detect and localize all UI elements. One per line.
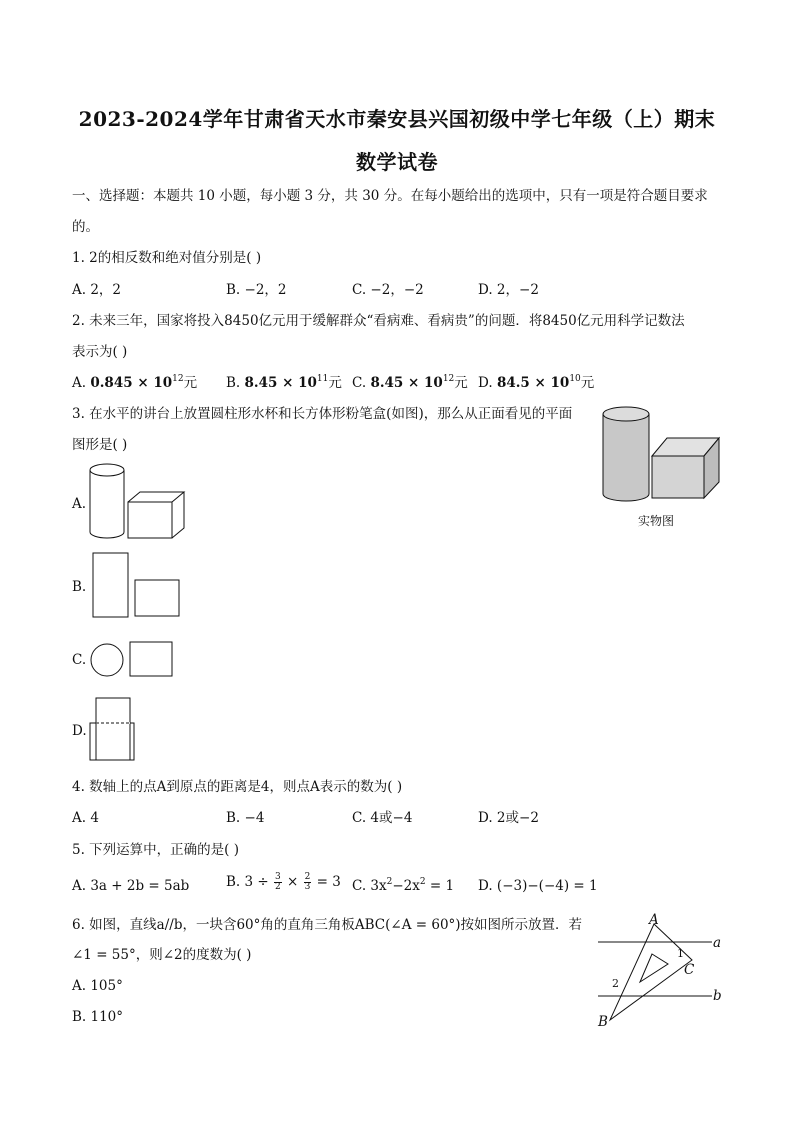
q4-option-a[interactable]: A. 4 [72, 810, 99, 826]
page-title-line1: 2023-2024学年甘肃省天水市秦安县兴国初级中学七年级（上）期末 [78, 107, 716, 131]
q6-label-B: B [598, 1014, 608, 1030]
q6-option-a[interactable]: A. 105° [72, 978, 123, 994]
q3-option-b-label[interactable]: B. [72, 579, 87, 595]
q4-stem: 4. 数轴上的点A到原点的距离是4，则点A表示的数为( ) [72, 779, 403, 795]
q6-parallel-lines-figure [592, 910, 732, 1030]
q6-label-C: C [684, 962, 695, 978]
q3-stem-line1: 3. 在水平的讲台上放置圆柱形水杯和长方体形粉笔盒(如图)，那么从正面看见的平面 [72, 406, 573, 422]
q6-label-1: 1 [677, 947, 684, 960]
fraction-2-over-3: $\frac{2}{3}$ [304, 872, 311, 892]
q5-option-a[interactable]: A. 3a + 2b = 5ab [72, 878, 190, 894]
q3-object-figure [598, 402, 728, 507]
q6-option-b[interactable]: B. 110° [72, 1009, 124, 1025]
q3-figure-caption: 实物图 [638, 514, 675, 528]
q5-option-c[interactable]: C. $3x^2-2x^2 = 1$ [352, 877, 455, 894]
q6-label-2: 2 [612, 977, 619, 990]
fraction-3-over-2: $\frac{3}{2}$ [275, 872, 281, 892]
q4-option-d[interactable]: D. 2或−2 [478, 810, 539, 826]
q1-option-a[interactable]: A. 2，2 [72, 282, 122, 298]
q2-option-c[interactable]: C. $8.45 \times 10^{12}$元 [352, 374, 468, 391]
q3-option-d-label[interactable]: D. [72, 723, 87, 739]
q3-option-b-figure[interactable] [92, 552, 184, 620]
q6-label-a: a [713, 935, 722, 951]
q6-label-b: b [713, 988, 722, 1004]
q6-label-A: A [649, 912, 659, 928]
section-instructions-line1: 一、选择题：本题共 10 小题，每小题 3 分，共 30 分。在每小题给出的选项中，只有一项是符合题目要求 [72, 188, 708, 204]
q1-option-d[interactable]: D. 2，−2 [478, 282, 539, 298]
q3-option-c-label[interactable]: C. [72, 652, 87, 668]
q4-option-c[interactable]: C. 4或−4 [352, 810, 413, 826]
q6-stem-line1: 6. 如图，直线a//b，一块含60°角的直角三角板ABC(∠A = 60°)按如图所示放置．若 [72, 917, 583, 933]
q3-option-c-figure[interactable] [90, 640, 176, 680]
q4-option-b[interactable]: B. −4 [226, 810, 265, 826]
q1-option-c[interactable]: C. −2，−2 [352, 282, 424, 298]
q2-stem-line2: 表示为( ) [72, 344, 128, 360]
q1-option-b[interactable]: B. −2，2 [226, 282, 287, 298]
q2-option-a[interactable]: A. $0.845 \times 10^{12}$元 [72, 374, 198, 391]
q5-option-b[interactable]: B. 3 ÷ $\frac{3}{2}$ × $\frac{2}{3}$ = 3 [226, 872, 341, 892]
q2-option-b[interactable]: B. $8.45 \times 10^{11}$元 [226, 374, 342, 391]
q3-stem-line2: 图形是( ) [72, 437, 128, 453]
page-title-line2: 数学试卷 [356, 150, 438, 174]
q6-stem-line2: ∠1 = 55°，则∠2的度数为( ) [72, 947, 252, 963]
q3-option-a-figure[interactable] [88, 460, 188, 542]
section-instructions-line2: 的。 [72, 219, 99, 235]
q1-stem: 1. 2的相反数和绝对值分别是( ) [72, 250, 262, 266]
q3-option-a-label[interactable]: A. [72, 496, 87, 512]
q2-stem-line1: 2. 未来三年，国家将投入8450亿元用于缓解群众“看病难、看病贵”的问题．将8450亿元用科学记数法 [72, 313, 685, 329]
q5-stem: 5. 下列运算中，正确的是( ) [72, 842, 239, 858]
q2-option-d[interactable]: D. $84.5 \times 10^{10}$元 [478, 374, 595, 391]
q5-option-d[interactable]: D. (−3)−(−4) = 1 [478, 878, 598, 894]
q3-option-d-figure[interactable] [88, 696, 140, 764]
